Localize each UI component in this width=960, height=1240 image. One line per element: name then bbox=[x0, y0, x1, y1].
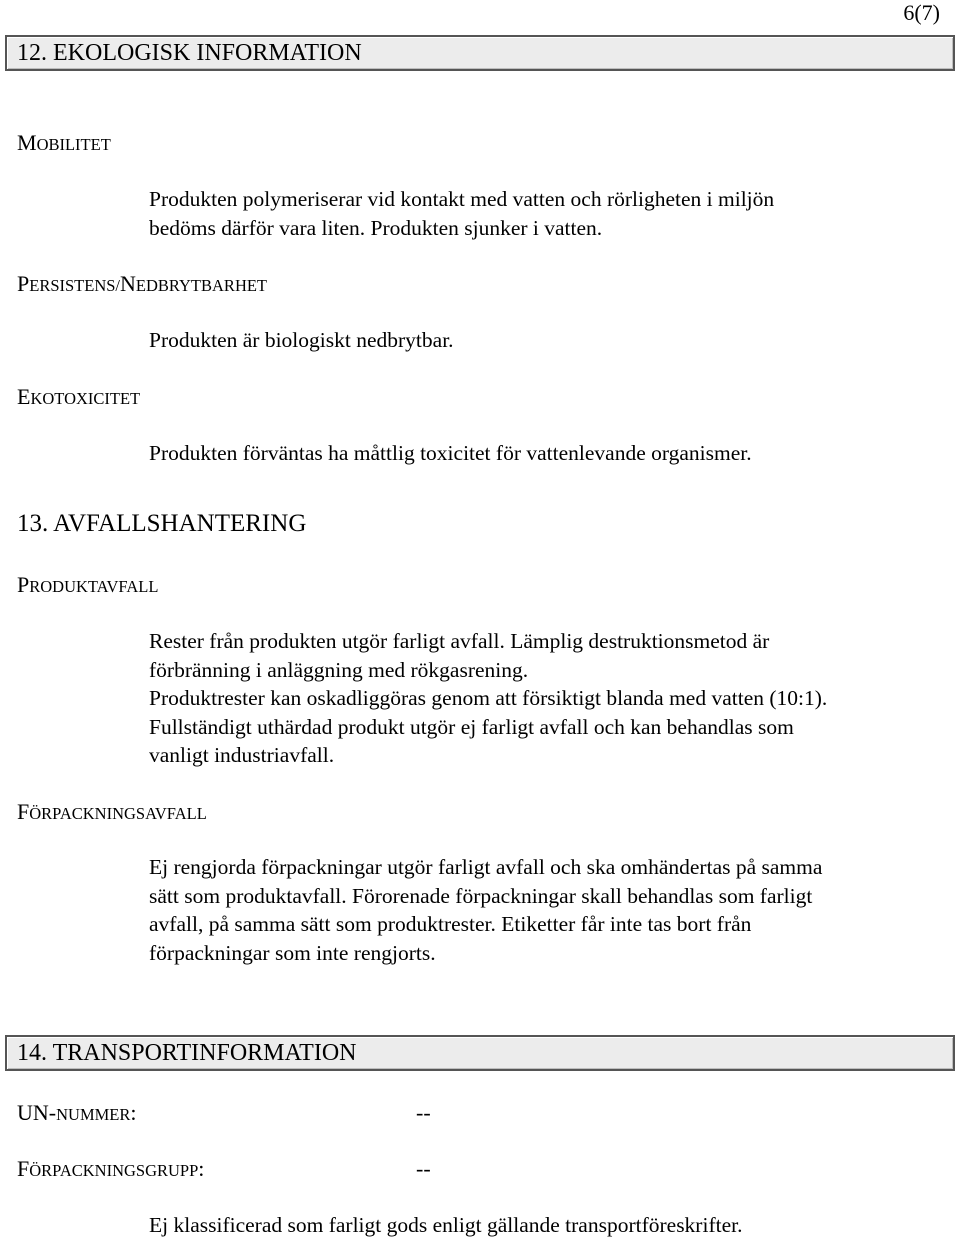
forpackningsavfall-text-line: Ej rengjorda förpackningar utgör farligt avfall och ska omhändertas på samma bbox=[149, 855, 823, 879]
mobilitet-text-line: bedöms därför vara liten. Produkten sjunker i vatten. bbox=[149, 215, 603, 240]
produktavfall-heading bbox=[17, 572, 158, 598]
produktavfall-heading-rest: RODUKTAVFALL bbox=[29, 577, 159, 596]
section-13-title: 13. AVFALLSHANTERING bbox=[17, 510, 307, 537]
persistens-text: Produkten är biologiskt nedbrytbar. bbox=[149, 328, 454, 352]
section-12-title: 12. EKOLOGISK INFORMATION bbox=[17, 40, 362, 66]
forpackningsavfall-text-line: avfall, på samma sätt som produktrester. Etiketter får inte tas bort från bbox=[149, 912, 752, 936]
produktavfall-text-line: Fullständigt uthärdad produkt utgör ej farligt avfall och kan behandlas som bbox=[149, 714, 794, 739]
un-nummer-label-colon: : bbox=[130, 1100, 137, 1125]
forpackningsgrupp-value: -- bbox=[416, 1156, 431, 1181]
ekotoxicitet-heading bbox=[17, 384, 140, 410]
ekotoxicitet-heading-rest: KOTOXICITET bbox=[30, 389, 141, 408]
produktavfall-text-line: vanligt industriavfall. bbox=[149, 743, 335, 767]
section-14-title: 14. TRANSPORTINFORMATION bbox=[17, 1040, 357, 1066]
section-12-header bbox=[5, 35, 955, 71]
persistens-heading-part: EDBRYTBARHET bbox=[135, 276, 268, 295]
un-nummer-label bbox=[17, 1100, 137, 1126]
forpackningsavfall-text-line: förpackningar som inte rengjorts. bbox=[149, 940, 436, 965]
produktavfall-text-line: Produktrester kan oskadliggöras genom att försiktigt blanda med vatten (10:1). bbox=[149, 686, 828, 710]
mobilitet-heading-rest: OBILITET bbox=[36, 135, 111, 154]
mobilitet-heading-initial: M bbox=[17, 130, 37, 155]
produktavfall-text-line: förbränning i anläggning med rökgasrening. bbox=[149, 657, 529, 682]
produktavfall-text-line: Rester från produkten utgör farligt avfall. Lämplig destruktionsmetod är bbox=[149, 629, 770, 653]
mobilitet-heading bbox=[17, 130, 111, 156]
forpackningsavfall-heading bbox=[17, 799, 207, 825]
un-nummer-value: -- bbox=[416, 1100, 431, 1125]
produktavfall-heading-initial: P bbox=[17, 572, 30, 597]
forpackningsgrupp-label-rest: ÖRPACKNINGSGRUPP bbox=[29, 1161, 199, 1180]
produktavfall-text bbox=[149, 627, 827, 770]
un-nummer-label-initial: UN- bbox=[17, 1100, 57, 1125]
forpackningsavfall-heading-rest: ÖRPACKNINGSAVFALL bbox=[29, 804, 207, 823]
mobilitet-text bbox=[149, 185, 774, 242]
forpackningsgrupp-label-initial: F bbox=[17, 1156, 30, 1181]
un-nummer-label-rest: NUMMER bbox=[56, 1105, 131, 1124]
persistens-heading-part: ERSISTENS/ bbox=[29, 276, 121, 295]
ekotoxicitet-heading-initial: E bbox=[17, 384, 31, 409]
section-14-header bbox=[5, 1035, 955, 1071]
forpackningsavfall-text-line: sätt som produktavfall. Förorenade förpackningar skall behandlas som farligt bbox=[149, 883, 813, 908]
forpackningsavfall-text bbox=[149, 853, 822, 967]
forpackningsgrupp-label-colon: : bbox=[198, 1156, 205, 1181]
page-number: 6(7) bbox=[903, 0, 940, 25]
transport-note: Ej klassificerad som farligt gods enligt gällande transportföreskrifter. bbox=[149, 1213, 743, 1237]
persistens-heading bbox=[17, 271, 267, 297]
forpackningsgrupp-label bbox=[17, 1156, 204, 1182]
mobilitet-text-line: Produkten polymeriserar vid kontakt med vatten och rörligheten i miljön bbox=[149, 187, 775, 211]
persistens-heading-initial: N bbox=[120, 271, 136, 296]
forpackningsavfall-heading-initial: F bbox=[17, 799, 30, 824]
persistens-heading-initial: P bbox=[17, 271, 30, 296]
ekotoxicitet-text: Produkten förväntas ha måttlig toxicitet för vattenlevande organismer. bbox=[149, 441, 752, 465]
